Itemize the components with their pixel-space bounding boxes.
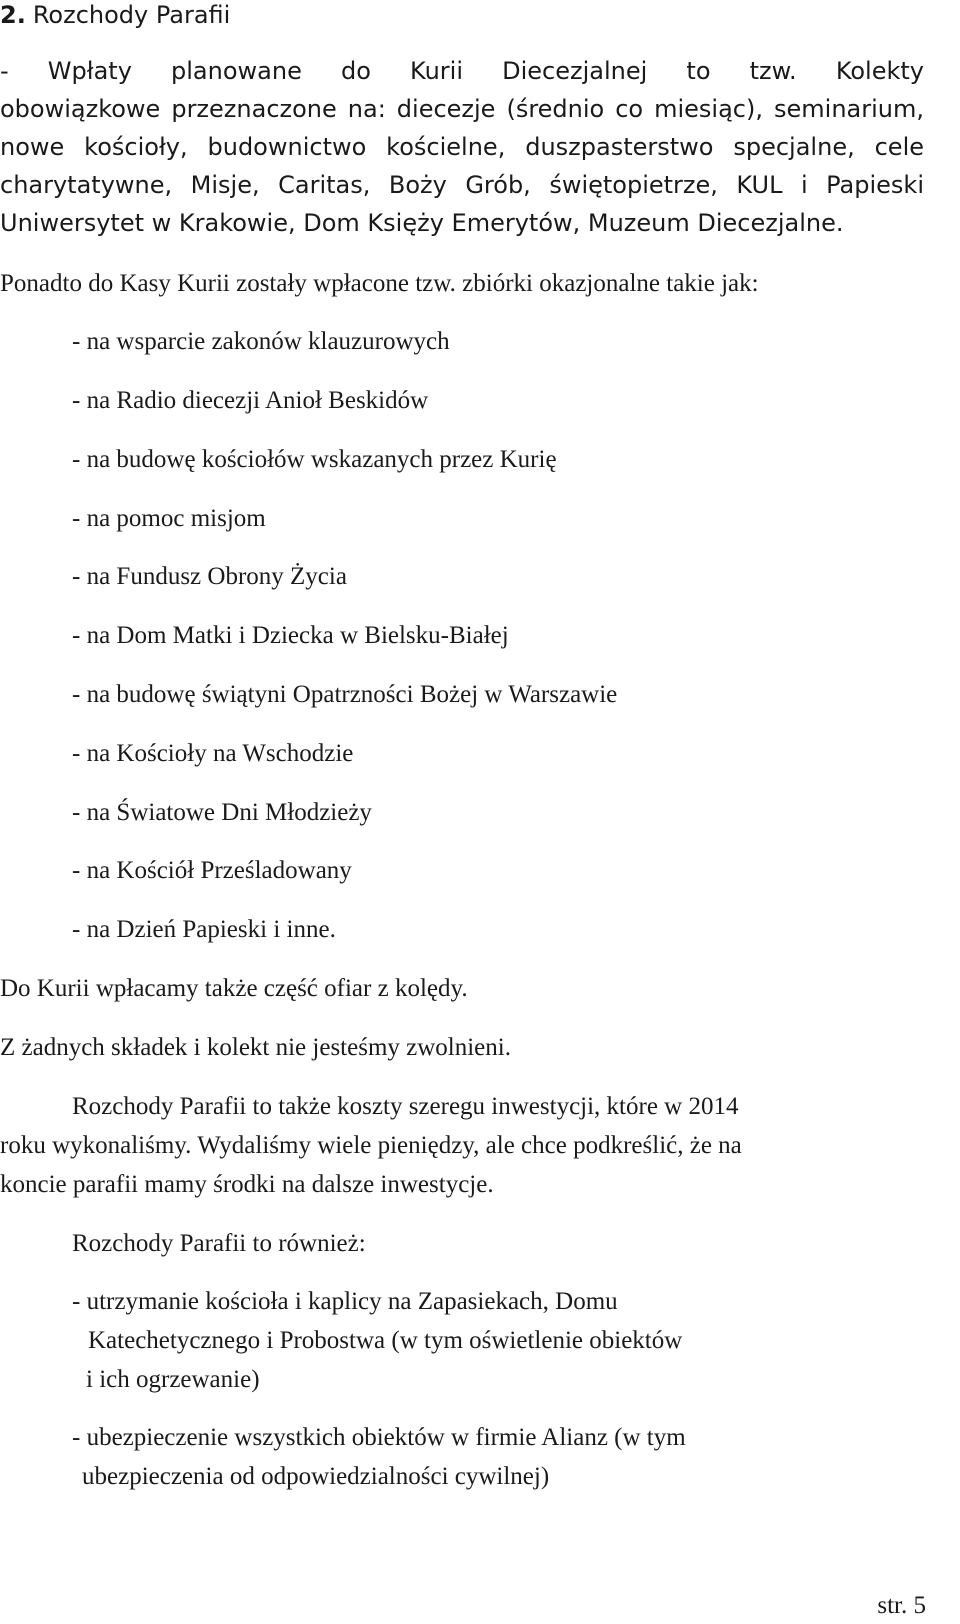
section-heading (0, 1, 230, 29)
collection-item: - na pomoc misjom (72, 505, 266, 532)
also-item-line: - utrzymanie kościoła i kaplicy na Zapasiekach, Domu (72, 1288, 618, 1315)
page-number: str. 5 (877, 1592, 926, 1619)
collection-item: - na budowę kościołów wskazanych przez Kurię (72, 446, 557, 473)
also-lead: Rozchody Parafii to również: (72, 1230, 366, 1257)
intro-line: Uniwersytet w Krakowie, Dom Księży Emerytów, Muzeum Diecezjalne. (0, 209, 844, 237)
intro-line: nowe kościoły, budownictwo kościelne, duszpasterstwo specjalne, cele (0, 133, 924, 161)
collection-item: - na wsparcie zakonów klauzurowych (72, 328, 450, 355)
intro-line: charytatywne, Misje, Caritas, Boży Grób, świętopietrze, KUL i Papieski (0, 171, 924, 199)
collection-item: - na Światowe Dni Młodzieży (72, 799, 372, 826)
intro-line: obowiązkowe przeznaczone na: diecezje (średnio co miesiąc), seminarium, (0, 95, 924, 123)
also-item-line: - ubezpieczenie wszystkich obiektów w firmie Alianz (w tym (72, 1424, 686, 1451)
also-item-line: i ich ogrzewanie) (86, 1366, 260, 1393)
intro-paragraph (0, 56, 924, 246)
collection-item: - na Dzień Papieski i inne. (72, 916, 336, 943)
section-title: Rozchody Parafii (32, 1, 231, 29)
investments-line: roku wykonaliśmy. Wydaliśmy wiele pieniędzy, ale chce podkreślić, że na (0, 1132, 742, 1159)
collection-item: - na Kościoły na Wschodzie (72, 740, 354, 767)
note-exempt: Z żadnych składek i kolekt nie jesteśmy zwolnieni. (0, 1034, 511, 1061)
collection-item: - na Fundusz Obrony Życia (72, 563, 347, 590)
collection-item: - na Dom Matki i Dziecka w Bielsku-Białej (72, 622, 509, 649)
investments-line: Rozchody Parafii to także koszty szeregu inwestycji, które w 2014 (72, 1093, 739, 1120)
also-item-line: ubezpieczenia od odpowiedzialności cywilnej) (82, 1463, 550, 1490)
note-koleda: Do Kurii wpłacamy także część ofiar z kolędy. (0, 975, 468, 1002)
collection-item: - na Kościół Prześladowany (72, 857, 352, 884)
collections-lead: Ponadto do Kasy Kurii zostały wpłacone tzw. zbiórki okazjonalne takie jak: (0, 270, 759, 297)
investments-line: koncie parafii mamy środki na dalsze inwestycje. (0, 1171, 494, 1198)
intro-line: - Wpłaty planowane do Kurii Diecezjalnej to tzw. Kolekty (0, 57, 924, 85)
section-number: 2. (0, 1, 26, 29)
also-item-line: Katechetycznego i Probostwa (w tym oświetlenie obiektów (88, 1327, 683, 1354)
collection-item: - na Radio diecezji Anioł Beskidów (72, 387, 429, 414)
collection-item: - na budowę świątyni Opatrzności Bożej w Warszawie (72, 681, 618, 708)
